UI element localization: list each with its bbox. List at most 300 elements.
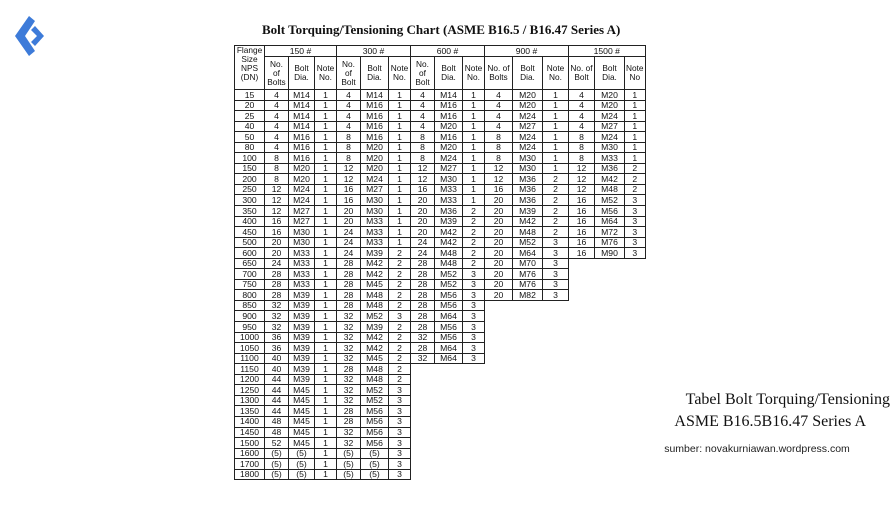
no-of-bolts-cell: 16 <box>569 216 595 227</box>
note-no-cell: 1 <box>315 100 337 111</box>
bolt-dia-cell <box>513 385 543 396</box>
source-credit: sumber: novakurniawan.wordpress.com <box>664 443 850 455</box>
note-no-cell <box>543 300 569 311</box>
bolt-dia-cell: M33 <box>361 227 389 238</box>
pressure-class-header: 900 # <box>485 46 569 57</box>
no-of-bolts-cell: 32 <box>337 395 361 406</box>
bolt-dia-cell: M33 <box>289 269 315 280</box>
note-no-cell: 1 <box>389 111 411 122</box>
note-no-cell: 1 <box>389 153 411 164</box>
note-no-cell: 3 <box>463 353 485 364</box>
flange-size-cell: 40 <box>235 121 265 132</box>
no-of-bolts-cell <box>569 300 595 311</box>
no-of-bolts-cell: (5) <box>265 469 289 480</box>
table-row <box>235 279 646 290</box>
bolt-dia-cell: M39 <box>289 311 315 322</box>
bolt-dia-cell: M16 <box>289 142 315 153</box>
bolt-dia-cell <box>595 290 625 301</box>
note-no-cell: 3 <box>389 406 411 417</box>
bolt-dia-cell: M16 <box>289 153 315 164</box>
note-no-cell: 2 <box>463 248 485 259</box>
note-no-cell: 3 <box>543 279 569 290</box>
note-no-cell: 2 <box>625 184 646 195</box>
bolt-dia-cell <box>513 448 543 459</box>
no-of-bolts-cell: 4 <box>411 100 435 111</box>
note-no-cell <box>625 300 646 311</box>
table-row <box>235 153 646 164</box>
no-of-bolts-cell: 28 <box>411 290 435 301</box>
table-row <box>235 416 646 427</box>
bolt-dia-cell: M36 <box>513 195 543 206</box>
note-no-cell: 1 <box>463 174 485 185</box>
note-no-cell: 1 <box>389 132 411 143</box>
bolt-dia-cell: M14 <box>289 111 315 122</box>
bolt-chart-table <box>234 45 646 480</box>
no-of-bolts-cell <box>485 395 513 406</box>
note-no-cell: 1 <box>315 227 337 238</box>
note-no-cell: 2 <box>543 195 569 206</box>
bolt-dia-cell: M16 <box>361 132 389 143</box>
bolt-dia-cell: M52 <box>361 395 389 406</box>
flange-size-cell: 400 <box>235 216 265 227</box>
column-subheader: No. of Bolt <box>337 57 361 90</box>
no-of-bolts-cell <box>485 416 513 427</box>
bolt-dia-cell: M33 <box>289 279 315 290</box>
bolt-dia-cell: M24 <box>289 184 315 195</box>
bolt-dia-cell: M90 <box>595 248 625 259</box>
bolt-dia-cell: M27 <box>595 121 625 132</box>
bolt-dia-cell: M48 <box>435 258 463 269</box>
bolt-dia-cell <box>595 343 625 354</box>
bolt-dia-cell: M76 <box>513 279 543 290</box>
bolt-dia-cell: (5) <box>289 469 315 480</box>
bolt-dia-cell: M14 <box>289 121 315 132</box>
no-of-bolts-cell: 24 <box>337 227 361 238</box>
bolt-dia-cell: M42 <box>595 174 625 185</box>
flange-size-cell: 80 <box>235 142 265 153</box>
table-row <box>235 227 646 238</box>
bolt-dia-cell: (5) <box>361 459 389 470</box>
bolt-dia-cell: M33 <box>435 195 463 206</box>
bolt-dia-cell: M20 <box>513 100 543 111</box>
no-of-bolts-cell: 12 <box>337 163 361 174</box>
caption-line-2: ASME B16.5B16.47 Series A <box>674 413 866 430</box>
no-of-bolts-cell <box>569 448 595 459</box>
bolt-dia-cell: M45 <box>289 416 315 427</box>
column-subheader: Note No <box>625 57 646 90</box>
note-no-cell: 3 <box>389 311 411 322</box>
note-no-cell: 3 <box>625 216 646 227</box>
note-no-cell: 1 <box>543 142 569 153</box>
bolt-dia-cell: M45 <box>289 427 315 438</box>
no-of-bolts-cell: 48 <box>265 427 289 438</box>
bolt-dia-cell <box>435 448 463 459</box>
note-no-cell: 1 <box>315 416 337 427</box>
note-no-cell: 3 <box>543 290 569 301</box>
note-no-cell: 2 <box>389 364 411 375</box>
table-row <box>235 469 646 480</box>
no-of-bolts-cell <box>569 343 595 354</box>
note-no-cell: 2 <box>389 322 411 333</box>
no-of-bolts-cell <box>569 459 595 470</box>
no-of-bolts-cell: 32 <box>337 438 361 449</box>
bolt-dia-cell: M39 <box>289 343 315 354</box>
bolt-dia-cell: M30 <box>361 206 389 217</box>
note-no-cell: 3 <box>389 395 411 406</box>
no-of-bolts-cell: 16 <box>337 184 361 195</box>
note-no-cell: 1 <box>625 121 646 132</box>
note-no-cell: 3 <box>625 237 646 248</box>
no-of-bolts-cell: 16 <box>265 227 289 238</box>
bolt-dia-cell: M64 <box>435 353 463 364</box>
column-subheader: Bolt Dia. <box>435 57 463 90</box>
flange-size-cell: 50 <box>235 132 265 143</box>
bolt-dia-cell: M42 <box>361 332 389 343</box>
pressure-class-header: 1500 # <box>569 46 646 57</box>
note-no-cell: 1 <box>315 448 337 459</box>
note-no-cell: 1 <box>625 111 646 122</box>
bolt-dia-cell: M20 <box>361 163 389 174</box>
flange-size-cell: 1500 <box>235 438 265 449</box>
bolt-dia-cell: M45 <box>289 406 315 417</box>
no-of-bolts-cell: 36 <box>265 332 289 343</box>
bolt-dia-cell: M39 <box>289 353 315 364</box>
flange-size-cell: 250 <box>235 184 265 195</box>
no-of-bolts-cell: 4 <box>337 121 361 132</box>
no-of-bolts-cell: 52 <box>265 438 289 449</box>
no-of-bolts-cell: 28 <box>411 343 435 354</box>
no-of-bolts-cell: 8 <box>337 142 361 153</box>
note-no-cell: 1 <box>389 142 411 153</box>
bolt-dia-cell <box>513 416 543 427</box>
no-of-bolts-cell: 4 <box>411 121 435 132</box>
note-no-cell <box>543 385 569 396</box>
flange-size-cell: 1250 <box>235 385 265 396</box>
note-no-cell: 1 <box>625 153 646 164</box>
table-row <box>235 343 646 354</box>
note-no-cell: 3 <box>463 300 485 311</box>
bolt-dia-cell: M16 <box>361 121 389 132</box>
no-of-bolts-cell: 28 <box>265 279 289 290</box>
no-of-bolts-cell: 20 <box>485 269 513 280</box>
bolt-dia-cell: M42 <box>513 216 543 227</box>
note-no-cell: 1 <box>315 153 337 164</box>
note-no-cell <box>543 322 569 333</box>
note-no-cell: 3 <box>389 427 411 438</box>
note-no-cell <box>463 438 485 449</box>
no-of-bolts-cell: 28 <box>337 290 361 301</box>
note-no-cell: 2 <box>543 216 569 227</box>
note-no-cell: 2 <box>463 237 485 248</box>
no-of-bolts-cell: 4 <box>337 90 361 101</box>
bolt-dia-cell: M39 <box>361 248 389 259</box>
no-of-bolts-cell: 32 <box>337 343 361 354</box>
no-of-bolts-cell: 32 <box>411 353 435 364</box>
note-no-cell: 1 <box>543 132 569 143</box>
note-no-cell: 1 <box>315 279 337 290</box>
column-subheader: Note No. <box>543 57 569 90</box>
no-of-bolts-cell: 24 <box>337 237 361 248</box>
pressure-class-header: 600 # <box>411 46 485 57</box>
table-row <box>235 406 646 417</box>
bolt-dia-cell <box>595 258 625 269</box>
note-no-cell: 3 <box>625 248 646 259</box>
bolt-dia-cell: M20 <box>361 153 389 164</box>
bolt-dia-cell: M30 <box>513 163 543 174</box>
bolt-dia-cell <box>435 469 463 480</box>
note-no-cell: 1 <box>463 142 485 153</box>
bolt-dia-cell <box>513 427 543 438</box>
note-no-cell: 3 <box>463 269 485 280</box>
flange-size-cell: 1800 <box>235 469 265 480</box>
bolt-dia-cell: M24 <box>361 174 389 185</box>
bolt-dia-cell: M48 <box>361 300 389 311</box>
bolt-dia-cell: (5) <box>361 448 389 459</box>
bolt-dia-cell: M56 <box>435 290 463 301</box>
no-of-bolts-cell: 20 <box>265 237 289 248</box>
bolt-dia-cell <box>435 385 463 396</box>
no-of-bolts-cell: 32 <box>265 322 289 333</box>
table-row <box>235 269 646 280</box>
note-no-cell <box>625 364 646 375</box>
no-of-bolts-cell: 28 <box>411 279 435 290</box>
no-of-bolts-cell <box>411 448 435 459</box>
bolt-dia-cell: M39 <box>289 374 315 385</box>
no-of-bolts-cell: 32 <box>337 332 361 343</box>
no-of-bolts-cell <box>569 332 595 343</box>
note-no-cell: 1 <box>315 300 337 311</box>
no-of-bolts-cell: 20 <box>411 206 435 217</box>
bolt-dia-cell <box>435 427 463 438</box>
table-row <box>235 132 646 143</box>
note-no-cell: 2 <box>389 343 411 354</box>
note-no-cell: 2 <box>543 174 569 185</box>
bolt-dia-cell: M24 <box>435 153 463 164</box>
no-of-bolts-cell: 12 <box>485 174 513 185</box>
note-no-cell <box>625 269 646 280</box>
flange-size-cell: 100 <box>235 153 265 164</box>
column-subheader: No. of Bolts <box>485 57 513 90</box>
no-of-bolts-cell: 24 <box>265 258 289 269</box>
note-no-cell <box>463 469 485 480</box>
note-no-cell: 3 <box>389 438 411 449</box>
note-no-cell: 2 <box>625 163 646 174</box>
flange-size-cell: 1350 <box>235 406 265 417</box>
no-of-bolts-cell <box>485 406 513 417</box>
no-of-bolts-cell: 20 <box>485 290 513 301</box>
no-of-bolts-cell <box>485 332 513 343</box>
bolt-dia-cell: M64 <box>595 216 625 227</box>
note-no-cell: 1 <box>315 311 337 322</box>
table-row <box>235 427 646 438</box>
note-no-cell: 2 <box>389 258 411 269</box>
bolt-dia-cell: M30 <box>595 142 625 153</box>
note-no-cell: 1 <box>389 184 411 195</box>
no-of-bolts-cell: (5) <box>337 448 361 459</box>
note-no-cell: 3 <box>389 416 411 427</box>
no-of-bolts-cell: 12 <box>337 174 361 185</box>
bolt-dia-cell: M36 <box>435 206 463 217</box>
note-no-cell: 1 <box>315 438 337 449</box>
note-no-cell: 1 <box>463 184 485 195</box>
bolt-dia-cell: (5) <box>289 459 315 470</box>
no-of-bolts-cell: 20 <box>485 195 513 206</box>
no-of-bolts-cell: 16 <box>569 206 595 217</box>
note-no-cell: 1 <box>625 100 646 111</box>
no-of-bolts-cell <box>485 311 513 322</box>
note-no-cell <box>463 374 485 385</box>
note-no-cell <box>625 353 646 364</box>
no-of-bolts-cell: 28 <box>337 258 361 269</box>
no-of-bolts-cell: 32 <box>337 427 361 438</box>
note-no-cell: 2 <box>463 227 485 238</box>
note-no-cell: 2 <box>625 174 646 185</box>
flange-size-cell: 1050 <box>235 343 265 354</box>
no-of-bolts-cell: 16 <box>569 227 595 238</box>
bolt-dia-cell: M39 <box>289 300 315 311</box>
bolt-dia-cell: M16 <box>361 111 389 122</box>
bolt-dia-cell <box>595 269 625 280</box>
bolt-dia-cell: M33 <box>595 153 625 164</box>
flange-size-cell: 450 <box>235 227 265 238</box>
table-row <box>235 121 646 132</box>
no-of-bolts-cell: 44 <box>265 374 289 385</box>
note-no-cell: 2 <box>389 279 411 290</box>
note-no-cell: 1 <box>463 121 485 132</box>
no-of-bolts-cell: 4 <box>265 121 289 132</box>
bolt-dia-cell <box>513 300 543 311</box>
bolt-dia-cell <box>513 364 543 375</box>
note-no-cell: 1 <box>315 343 337 354</box>
bolt-dia-cell: M39 <box>435 216 463 227</box>
note-no-cell <box>625 311 646 322</box>
note-no-cell: 2 <box>389 353 411 364</box>
no-of-bolts-cell: 8 <box>569 132 595 143</box>
note-no-cell: 1 <box>315 163 337 174</box>
note-no-cell <box>543 469 569 480</box>
table-row <box>235 163 646 174</box>
bolt-dia-cell: M14 <box>435 90 463 101</box>
no-of-bolts-cell: 8 <box>265 163 289 174</box>
bolt-dia-cell: M20 <box>595 100 625 111</box>
flange-size-cell: 650 <box>235 258 265 269</box>
no-of-bolts-cell <box>569 290 595 301</box>
note-no-cell <box>463 448 485 459</box>
note-no-cell <box>463 427 485 438</box>
note-no-cell <box>625 459 646 470</box>
note-no-cell: 2 <box>463 216 485 227</box>
note-no-cell: 3 <box>463 290 485 301</box>
no-of-bolts-cell: 16 <box>569 248 595 259</box>
no-of-bolts-cell <box>411 469 435 480</box>
note-no-cell <box>543 311 569 322</box>
bolt-dia-cell: M64 <box>513 248 543 259</box>
no-of-bolts-cell <box>569 258 595 269</box>
bolt-dia-cell: M52 <box>435 279 463 290</box>
no-of-bolts-cell <box>411 385 435 396</box>
no-of-bolts-cell <box>485 353 513 364</box>
note-no-cell: 2 <box>389 374 411 385</box>
bolt-dia-cell <box>595 279 625 290</box>
note-no-cell: 2 <box>543 184 569 195</box>
no-of-bolts-cell: 4 <box>569 100 595 111</box>
bolt-dia-cell <box>435 364 463 375</box>
note-no-cell: 1 <box>463 100 485 111</box>
bolt-dia-cell: M30 <box>513 153 543 164</box>
note-no-cell: 3 <box>463 322 485 333</box>
note-no-cell <box>463 416 485 427</box>
note-no-cell: 1 <box>315 469 337 480</box>
note-no-cell: 1 <box>543 90 569 101</box>
note-no-cell <box>463 395 485 406</box>
no-of-bolts-cell: 20 <box>411 195 435 206</box>
bolt-dia-cell <box>513 353 543 364</box>
bolt-dia-cell <box>513 438 543 449</box>
no-of-bolts-cell <box>411 395 435 406</box>
no-of-bolts-cell: 32 <box>337 374 361 385</box>
note-no-cell: 1 <box>389 121 411 132</box>
bolt-dia-cell <box>595 300 625 311</box>
bolt-dia-cell: M48 <box>361 290 389 301</box>
no-of-bolts-cell: 4 <box>411 90 435 101</box>
table-row <box>235 206 646 217</box>
flange-size-cell: 200 <box>235 174 265 185</box>
note-no-cell: 2 <box>543 206 569 217</box>
note-no-cell <box>625 322 646 333</box>
bolt-dia-cell: M30 <box>435 174 463 185</box>
no-of-bolts-cell: 20 <box>485 227 513 238</box>
note-no-cell <box>543 395 569 406</box>
bolt-dia-cell: M24 <box>513 111 543 122</box>
note-no-cell: 2 <box>389 332 411 343</box>
chart-title: Bolt Torquing/Tensioning Chart (ASME B16.5 / B16.47 Series A) <box>262 22 621 37</box>
note-no-cell: 3 <box>389 385 411 396</box>
flange-size-cell: 1000 <box>235 332 265 343</box>
bolt-dia-cell: M42 <box>435 227 463 238</box>
flange-size-cell: 300 <box>235 195 265 206</box>
table-row <box>235 237 646 248</box>
no-of-bolts-cell: 28 <box>411 311 435 322</box>
note-no-cell: 1 <box>315 395 337 406</box>
no-of-bolts-cell: 4 <box>411 111 435 122</box>
column-subheader: Bolt Dia. <box>289 57 315 90</box>
note-no-cell <box>463 406 485 417</box>
note-no-cell: 1 <box>625 90 646 101</box>
column-subheader: Bolt Dia. <box>513 57 543 90</box>
no-of-bolts-cell: 8 <box>337 153 361 164</box>
bolt-dia-cell <box>595 332 625 343</box>
bolt-dia-cell: M27 <box>289 206 315 217</box>
bolt-dia-cell <box>595 353 625 364</box>
note-no-cell: 1 <box>543 111 569 122</box>
column-subheader: Note No. <box>315 57 337 90</box>
note-no-cell: 1 <box>543 163 569 174</box>
bolt-dia-cell: M39 <box>513 206 543 217</box>
no-of-bolts-cell: 4 <box>265 111 289 122</box>
no-of-bolts-cell: 20 <box>337 206 361 217</box>
table-row <box>235 364 646 375</box>
no-of-bolts-cell <box>569 279 595 290</box>
bolt-dia-cell: M42 <box>361 269 389 280</box>
bolt-dia-cell <box>513 343 543 354</box>
bolt-chart-table-container <box>234 45 646 480</box>
no-of-bolts-cell: 16 <box>265 216 289 227</box>
note-no-cell: 1 <box>389 206 411 217</box>
column-subheader: No. of Bolt <box>569 57 595 90</box>
no-of-bolts-cell: 40 <box>265 353 289 364</box>
bolt-dia-cell <box>435 416 463 427</box>
bolt-dia-cell: M30 <box>289 237 315 248</box>
